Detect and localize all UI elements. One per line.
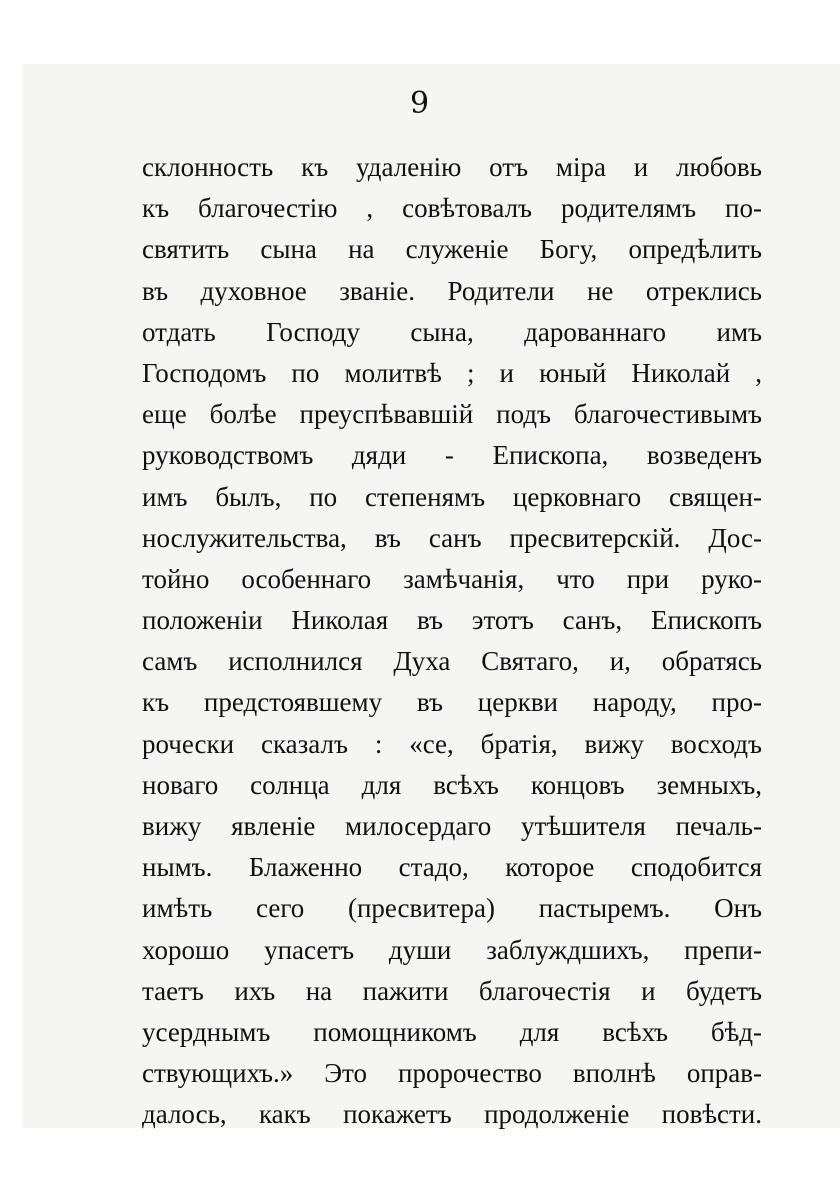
text-line: имъ былъ, по степенямъ церковнаго священ-	[142, 481, 762, 512]
text-line: имѣть сего (пресвитера) пастыремъ. Онъ	[142, 893, 762, 924]
text-line: къ предстоявшему въ церкви народу, про-	[142, 687, 762, 718]
text-line: рочески сказалъ : «се, братія, вижу восходъ	[142, 728, 762, 759]
text-line: тойно особеннаго замѣчанія, что при руко-	[142, 563, 762, 594]
text-line: руководствомъ дяди - Епископа, возведенъ	[142, 440, 762, 471]
text-line: хорошо упасетъ души заблуждшихъ, препи-	[142, 934, 762, 965]
text-line: новаго солнца для всѣхъ концовъ земныхъ,	[142, 769, 762, 800]
text-line: вижу явленіе милосердаго утѣшителя печаль-	[142, 811, 762, 841]
text-line: склонность къ удаленію отъ міра и любовь	[142, 152, 762, 182]
text-line: положеніи Николая въ этотъ санъ, Епископъ	[142, 605, 762, 636]
text-line: въ духовное званіе. Родители не отреклись	[142, 275, 762, 306]
page-number: 9	[409, 86, 431, 121]
text-line: нослужительства, въ санъ пресвитерскій. Дос-	[142, 522, 762, 553]
text-line: самъ исполнился Духа Святаго, и, обратясь	[142, 646, 762, 677]
body-text	[142, 147, 762, 1136]
text-line: нымъ. Блаженно стадо, которое сподобится	[142, 852, 762, 883]
text-line: святить сына на служеніе Богу, опредѣлить	[142, 234, 762, 265]
text-line: къ благочестію , совѣтовалъ родителямъ по-	[142, 193, 762, 224]
text-line: далось, какъ покажетъ продолженіе повѣсти.	[142, 1099, 762, 1130]
text-line: усерднымъ помощникомъ для всѣхъ бѣд-	[142, 1016, 762, 1047]
text-line: Господомъ по молитвѣ ; и юный Николай ,	[142, 357, 762, 388]
text-line: таетъ ихъ на пажити благочестія и будетъ	[142, 975, 762, 1006]
text-line: отдать Господу сына, дарованнаго имъ	[142, 316, 762, 347]
text-line: ствующихъ.» Это пророчество вполнѣ оправ-	[142, 1058, 762, 1089]
text-line: еще болѣе преуспѣвавшій подъ благочестивымъ	[142, 399, 762, 430]
